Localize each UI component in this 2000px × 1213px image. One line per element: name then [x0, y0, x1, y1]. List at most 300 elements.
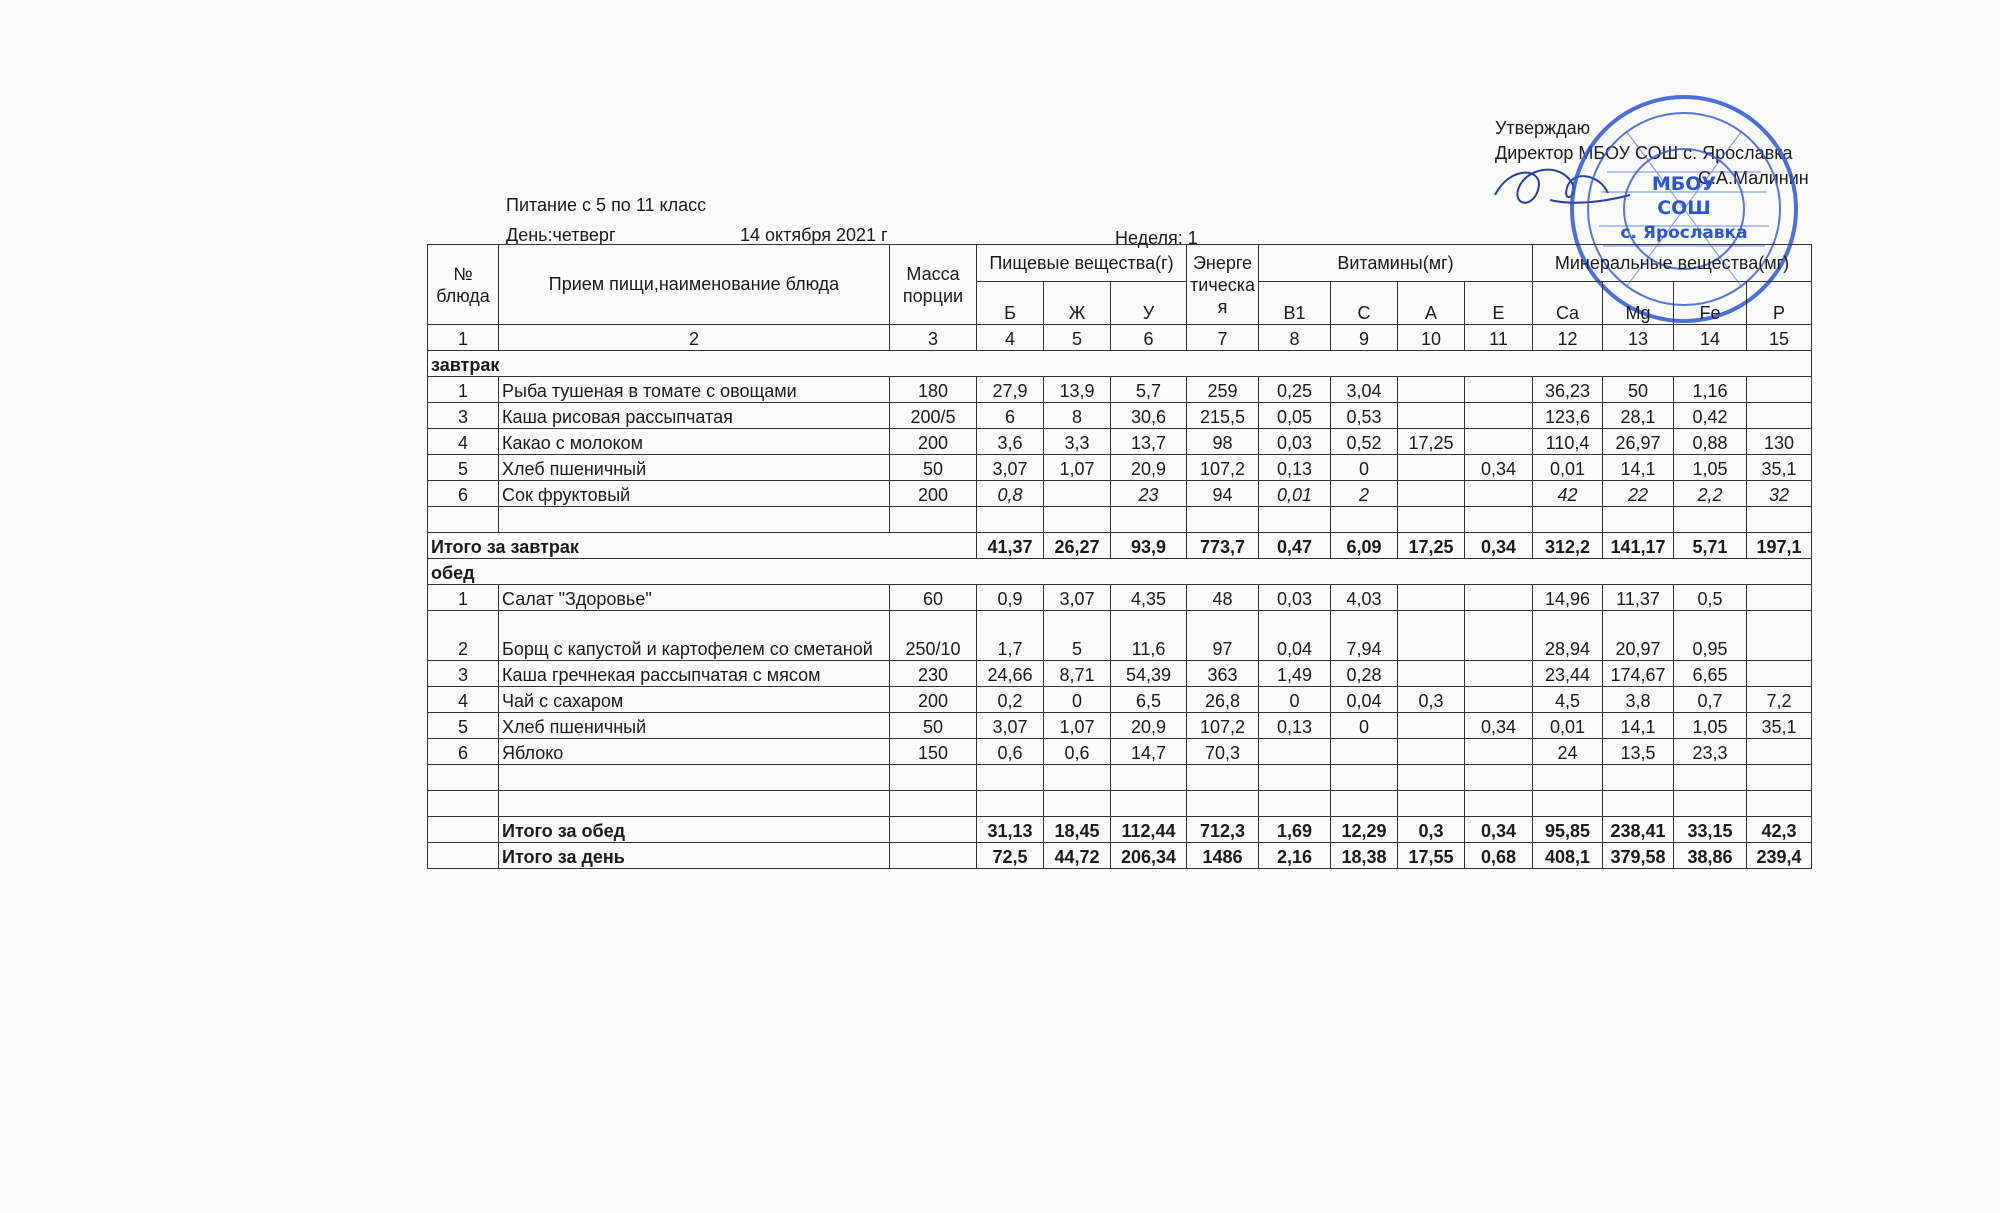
column-number: 6	[1111, 325, 1187, 351]
table-row	[428, 481, 1812, 507]
total-value-cell: 0,34	[1465, 533, 1533, 559]
column-number-row	[428, 325, 1812, 351]
blank-cell	[499, 765, 890, 791]
col-header-u: У	[1111, 282, 1187, 325]
nutr-u-cell: 13,7	[1111, 429, 1187, 455]
blank-cell	[1603, 791, 1674, 817]
column-number: 14	[1674, 325, 1747, 351]
vit-c-cell: 0,52	[1331, 429, 1398, 455]
dish-mass-cell: 200	[890, 429, 977, 455]
vit-a-cell	[1398, 739, 1465, 765]
column-number: 2	[499, 325, 890, 351]
breakfast-total-label: Итого за завтрак	[428, 533, 977, 559]
dish-name-cell: Борщ с капустой и картофелем со сметаной	[499, 611, 890, 661]
blank-row	[428, 765, 1812, 791]
blank-cell	[1533, 791, 1603, 817]
vit-a-cell	[1398, 481, 1465, 507]
blank-cell	[1747, 507, 1812, 533]
vit-c-cell: 0	[1331, 455, 1398, 481]
vit-a-cell	[1398, 455, 1465, 481]
min-fe-cell: 0,42	[1674, 403, 1747, 429]
menu-table	[427, 244, 1812, 869]
approval-title: Утверждаю	[1495, 118, 1591, 138]
col-header-mass: Масса порции	[890, 245, 977, 325]
table-row	[428, 403, 1812, 429]
dish-num-cell: 4	[428, 687, 499, 713]
column-number: 11	[1465, 325, 1533, 351]
vit-a-cell	[1398, 377, 1465, 403]
col-header-e: E	[1465, 282, 1533, 325]
blank-cell	[1187, 791, 1259, 817]
stamp-text-3: с. Ярославка	[1620, 223, 1748, 243]
nutr-zh-cell: 5	[1044, 611, 1111, 661]
column-number: 13	[1603, 325, 1674, 351]
vit-b1-cell	[1259, 739, 1331, 765]
column-number: 9	[1331, 325, 1398, 351]
min-p-cell: 130	[1747, 429, 1812, 455]
nutr-u-cell: 20,9	[1111, 455, 1187, 481]
vit-b1-cell: 0,13	[1259, 713, 1331, 739]
vit-c-cell: 0,53	[1331, 403, 1398, 429]
nutr-zh-cell: 0	[1044, 687, 1111, 713]
min-ca-cell: 36,23	[1533, 377, 1603, 403]
min-ca-cell: 28,94	[1533, 611, 1603, 661]
min-ca-cell: 4,5	[1533, 687, 1603, 713]
total-value-cell: 1,69	[1259, 817, 1331, 843]
total-value-cell: 26,27	[1044, 533, 1111, 559]
min-mg-cell: 50	[1603, 377, 1674, 403]
blank-cell	[1465, 791, 1533, 817]
col-header-mg: Mg	[1603, 282, 1674, 325]
min-p-cell	[1747, 585, 1812, 611]
blank-cell	[1674, 765, 1747, 791]
blank-cell	[428, 765, 499, 791]
vit-c-cell	[1331, 739, 1398, 765]
day-total-row	[428, 843, 1812, 869]
total-value-cell: 197,1	[1747, 533, 1812, 559]
dish-name-cell: Яблоко	[499, 739, 890, 765]
min-ca-cell: 24	[1533, 739, 1603, 765]
blank-cell	[499, 507, 890, 533]
day-total-value-cell: 44,72	[1044, 843, 1111, 869]
blank-cell	[1111, 765, 1187, 791]
column-number: 12	[1533, 325, 1603, 351]
blank-cell	[890, 791, 977, 817]
col-header-b: Б	[977, 282, 1044, 325]
nutr-u-cell: 20,9	[1111, 713, 1187, 739]
min-fe-cell: 6,65	[1674, 661, 1747, 687]
column-number: 4	[977, 325, 1044, 351]
min-fe-cell: 1,05	[1674, 455, 1747, 481]
energy-cell: 107,2	[1187, 455, 1259, 481]
dish-name-cell: Салат "Здоровье"	[499, 585, 890, 611]
total-value-cell: 33,15	[1674, 817, 1747, 843]
vit-b1-cell: 0	[1259, 687, 1331, 713]
day-total-value-cell: 0,68	[1465, 843, 1533, 869]
dish-mass-cell: 50	[890, 455, 977, 481]
lunch-total-row	[428, 817, 1812, 843]
blank-row	[428, 791, 1812, 817]
vit-a-cell	[1398, 403, 1465, 429]
blank-cell	[499, 791, 890, 817]
dish-name-cell: Чай с сахаром	[499, 687, 890, 713]
day-total-value-cell: 17,55	[1398, 843, 1465, 869]
energy-cell: 94	[1187, 481, 1259, 507]
nutr-zh-cell: 8	[1044, 403, 1111, 429]
min-ca-cell: 42	[1533, 481, 1603, 507]
column-number: 7	[1187, 325, 1259, 351]
vit-a-cell	[1398, 661, 1465, 687]
min-mg-cell: 22	[1603, 481, 1674, 507]
total-value-cell: 42,3	[1747, 817, 1812, 843]
stamp-text-1: МБОУ	[1651, 173, 1717, 195]
nutr-b-cell: 24,66	[977, 661, 1044, 687]
energy-cell: 97	[1187, 611, 1259, 661]
column-number: 3	[890, 325, 977, 351]
vit-c-cell: 7,94	[1331, 611, 1398, 661]
col-header-nutrients: Пищевые вещества(г)	[977, 245, 1187, 282]
min-p-cell	[1747, 739, 1812, 765]
min-fe-cell: 0,5	[1674, 585, 1747, 611]
table-row	[428, 661, 1812, 687]
blank-cell	[428, 791, 499, 817]
total-value-cell: 18,45	[1044, 817, 1111, 843]
blank-cell	[1259, 791, 1331, 817]
dish-num-cell: 4	[428, 429, 499, 455]
dish-num-cell: 1	[428, 585, 499, 611]
dish-mass-cell: 180	[890, 377, 977, 403]
nutr-b-cell: 6	[977, 403, 1044, 429]
day-total-value-cell: 38,86	[1674, 843, 1747, 869]
total-value-cell: 12,29	[1331, 817, 1398, 843]
min-p-cell: 32	[1747, 481, 1812, 507]
nutr-u-cell: 54,39	[1111, 661, 1187, 687]
day-total-value-cell: 1486	[1187, 843, 1259, 869]
blank-cell	[1111, 507, 1187, 533]
nutr-u-cell: 5,7	[1111, 377, 1187, 403]
min-mg-cell: 174,67	[1603, 661, 1674, 687]
breakfast-section-label: завтрак	[428, 351, 1812, 377]
vit-e-cell	[1465, 687, 1533, 713]
approval-director-name: С.А.Малинин	[1698, 168, 1809, 188]
day-total-value-cell: 72,5	[977, 843, 1044, 869]
vit-b1-cell: 0,04	[1259, 611, 1331, 661]
blank-cell	[1747, 765, 1812, 791]
min-p-cell: 35,1	[1747, 713, 1812, 739]
day-total-value-cell: 2,16	[1259, 843, 1331, 869]
total-value-cell: 112,44	[1111, 817, 1187, 843]
vit-e-cell	[1465, 611, 1533, 661]
nutr-zh-cell	[1044, 481, 1111, 507]
nutr-b-cell: 3,07	[977, 455, 1044, 481]
blank-cell	[1603, 507, 1674, 533]
dish-name-cell: Сок фруктовый	[499, 481, 890, 507]
vit-b1-cell: 0,01	[1259, 481, 1331, 507]
dish-mass-cell: 250/10	[890, 611, 977, 661]
blank-cell	[1044, 765, 1111, 791]
blank-cell	[890, 843, 977, 869]
blank-cell	[1259, 765, 1331, 791]
vit-c-cell: 3,04	[1331, 377, 1398, 403]
day-total-value-cell: 408,1	[1533, 843, 1603, 869]
col-header-zh: Ж	[1044, 282, 1111, 325]
vit-b1-cell: 0,25	[1259, 377, 1331, 403]
table-row	[428, 713, 1812, 739]
table-row	[428, 739, 1812, 765]
vit-b1-cell: 0,03	[1259, 585, 1331, 611]
blank-cell	[977, 507, 1044, 533]
nutr-zh-cell: 0,6	[1044, 739, 1111, 765]
total-value-cell: 41,37	[977, 533, 1044, 559]
total-value-cell: 0,47	[1259, 533, 1331, 559]
blank-cell	[1259, 507, 1331, 533]
nutr-b-cell: 3,6	[977, 429, 1044, 455]
dish-name-cell: Каша рисовая рассыпчатая	[499, 403, 890, 429]
dish-num-cell: 1	[428, 377, 499, 403]
dish-name-cell: Каша гречнекая рассыпчатая с мясом	[499, 661, 890, 687]
dish-mass-cell: 50	[890, 713, 977, 739]
dish-num-cell: 6	[428, 739, 499, 765]
min-fe-cell: 0,88	[1674, 429, 1747, 455]
blank-cell	[1674, 791, 1747, 817]
col-header-a: A	[1398, 282, 1465, 325]
col-header-dish: Прием пищи,наименование блюда	[499, 245, 890, 325]
dish-name-cell: Рыба тушеная в томате с овощами	[499, 377, 890, 403]
energy-cell: 98	[1187, 429, 1259, 455]
table-row	[428, 687, 1812, 713]
vit-b1-cell: 1,49	[1259, 661, 1331, 687]
header-subtitle: Питание с 5 по 11 класс	[506, 195, 707, 215]
nutr-b-cell: 27,9	[977, 377, 1044, 403]
energy-cell: 107,2	[1187, 713, 1259, 739]
min-fe-cell: 1,16	[1674, 377, 1747, 403]
table-row	[428, 585, 1812, 611]
vit-e-cell	[1465, 661, 1533, 687]
min-fe-cell: 0,7	[1674, 687, 1747, 713]
header-row-1	[428, 245, 1812, 282]
nutr-b-cell: 1,7	[977, 611, 1044, 661]
nutr-b-cell: 0,6	[977, 739, 1044, 765]
blank-cell	[428, 817, 499, 843]
vit-a-cell: 17,25	[1398, 429, 1465, 455]
stamp-text-2: СОШ	[1657, 197, 1711, 219]
min-mg-cell: 13,5	[1603, 739, 1674, 765]
blank-cell	[1533, 765, 1603, 791]
dish-num-cell: 5	[428, 713, 499, 739]
total-value-cell: 6,09	[1331, 533, 1398, 559]
dish-name-cell: Хлеб пшеничный	[499, 713, 890, 739]
blank-cell	[890, 507, 977, 533]
blank-cell	[1187, 765, 1259, 791]
dish-num-cell: 2	[428, 611, 499, 661]
vit-a-cell	[1398, 713, 1465, 739]
total-value-cell: 238,41	[1603, 817, 1674, 843]
nutr-b-cell: 3,07	[977, 713, 1044, 739]
col-header-minerals: Минеральные вещества(мг)	[1533, 245, 1812, 282]
min-mg-cell: 28,1	[1603, 403, 1674, 429]
column-number: 15	[1747, 325, 1812, 351]
blank-cell	[1674, 507, 1747, 533]
column-number: 8	[1259, 325, 1331, 351]
day-total-value-cell: 239,4	[1747, 843, 1812, 869]
nutr-zh-cell: 1,07	[1044, 455, 1111, 481]
dish-num-cell: 5	[428, 455, 499, 481]
dish-num-cell: 3	[428, 661, 499, 687]
lunch-total-label: Итого за обед	[499, 817, 890, 843]
energy-cell: 48	[1187, 585, 1259, 611]
vit-c-cell: 4,03	[1331, 585, 1398, 611]
nutr-u-cell: 6,5	[1111, 687, 1187, 713]
min-mg-cell: 14,1	[1603, 713, 1674, 739]
col-header-b1: B1	[1259, 282, 1331, 325]
min-fe-cell: 2,2	[1674, 481, 1747, 507]
min-p-cell	[1747, 403, 1812, 429]
vit-a-cell	[1398, 611, 1465, 661]
blank-cell	[890, 817, 977, 843]
vit-a-cell	[1398, 585, 1465, 611]
header-date: 14 октября 2021 г	[740, 225, 888, 245]
energy-cell: 215,5	[1187, 403, 1259, 429]
min-ca-cell: 23,44	[1533, 661, 1603, 687]
table-row	[428, 377, 1812, 403]
min-p-cell	[1747, 377, 1812, 403]
blank-cell	[1533, 507, 1603, 533]
min-ca-cell: 110,4	[1533, 429, 1603, 455]
blank-cell	[1398, 765, 1465, 791]
blank-cell	[428, 843, 499, 869]
dish-mass-cell: 200	[890, 687, 977, 713]
blank-row	[428, 507, 1812, 533]
breakfast-section-row	[428, 351, 1812, 377]
min-mg-cell: 11,37	[1603, 585, 1674, 611]
blank-cell	[1398, 791, 1465, 817]
vit-e-cell	[1465, 739, 1533, 765]
total-value-cell: 773,7	[1187, 533, 1259, 559]
blank-cell	[1603, 765, 1674, 791]
header-day: День:четверг	[506, 225, 616, 245]
min-mg-cell: 20,97	[1603, 611, 1674, 661]
total-value-cell: 312,2	[1533, 533, 1603, 559]
blank-cell	[1465, 507, 1533, 533]
total-value-cell: 31,13	[977, 817, 1044, 843]
dish-num-cell: 3	[428, 403, 499, 429]
col-header-energy: Энергетическая	[1187, 245, 1259, 325]
vit-b1-cell: 0,03	[1259, 429, 1331, 455]
total-value-cell: 0,3	[1398, 817, 1465, 843]
min-ca-cell: 0,01	[1533, 713, 1603, 739]
vit-a-cell: 0,3	[1398, 687, 1465, 713]
min-fe-cell: 1,05	[1674, 713, 1747, 739]
min-p-cell	[1747, 661, 1812, 687]
min-ca-cell: 123,6	[1533, 403, 1603, 429]
table-row	[428, 611, 1812, 661]
col-header-num: № блюда	[428, 245, 499, 325]
dish-mass-cell: 150	[890, 739, 977, 765]
col-header-p: P	[1747, 282, 1812, 325]
day-total-label: Итого за день	[499, 843, 890, 869]
total-value-cell: 17,25	[1398, 533, 1465, 559]
vit-b1-cell: 0,05	[1259, 403, 1331, 429]
dish-mass-cell: 230	[890, 661, 977, 687]
blank-cell	[890, 765, 977, 791]
day-total-value-cell: 206,34	[1111, 843, 1187, 869]
blank-cell	[1331, 765, 1398, 791]
nutr-b-cell: 0,9	[977, 585, 1044, 611]
min-p-cell	[1747, 611, 1812, 661]
min-mg-cell: 3,8	[1603, 687, 1674, 713]
total-value-cell: 93,9	[1111, 533, 1187, 559]
total-value-cell: 95,85	[1533, 817, 1603, 843]
min-fe-cell: 23,3	[1674, 739, 1747, 765]
min-p-cell: 35,1	[1747, 455, 1812, 481]
vit-e-cell	[1465, 481, 1533, 507]
vit-e-cell	[1465, 377, 1533, 403]
vit-b1-cell: 0,13	[1259, 455, 1331, 481]
vit-c-cell: 2	[1331, 481, 1398, 507]
nutr-zh-cell: 8,71	[1044, 661, 1111, 687]
blank-cell	[1187, 507, 1259, 533]
blank-cell	[1398, 507, 1465, 533]
min-ca-cell: 0,01	[1533, 455, 1603, 481]
vit-c-cell: 0	[1331, 713, 1398, 739]
vit-c-cell: 0,28	[1331, 661, 1398, 687]
blank-cell	[1747, 791, 1812, 817]
dish-mass-cell: 200/5	[890, 403, 977, 429]
nutr-zh-cell: 13,9	[1044, 377, 1111, 403]
nutr-u-cell: 4,35	[1111, 585, 1187, 611]
breakfast-total-row	[428, 533, 1812, 559]
nutr-zh-cell: 3,07	[1044, 585, 1111, 611]
min-fe-cell: 0,95	[1674, 611, 1747, 661]
blank-cell	[977, 765, 1044, 791]
min-mg-cell: 26,97	[1603, 429, 1674, 455]
col-header-fe: Fe	[1674, 282, 1747, 325]
total-value-cell: 712,3	[1187, 817, 1259, 843]
lunch-section-row	[428, 559, 1812, 585]
header-week: Неделя: 1	[1115, 228, 1198, 248]
nutr-b-cell: 0,2	[977, 687, 1044, 713]
energy-cell: 259	[1187, 377, 1259, 403]
blank-cell	[977, 791, 1044, 817]
approval-position: Директор МБОУ СОШ с. Ярославка	[1495, 143, 1793, 163]
day-total-value-cell: 18,38	[1331, 843, 1398, 869]
energy-cell: 26,8	[1187, 687, 1259, 713]
vit-e-cell	[1465, 429, 1533, 455]
table-row	[428, 455, 1812, 481]
min-p-cell: 7,2	[1747, 687, 1812, 713]
blank-cell	[1044, 507, 1111, 533]
column-number: 1	[428, 325, 499, 351]
vit-e-cell	[1465, 585, 1533, 611]
total-value-cell: 141,17	[1603, 533, 1674, 559]
vit-c-cell: 0,04	[1331, 687, 1398, 713]
blank-cell	[1111, 791, 1187, 817]
vit-e-cell	[1465, 403, 1533, 429]
nutr-b-cell: 0,8	[977, 481, 1044, 507]
nutr-zh-cell: 1,07	[1044, 713, 1111, 739]
nutr-zh-cell: 3,3	[1044, 429, 1111, 455]
nutr-u-cell: 23	[1111, 481, 1187, 507]
dish-name-cell: Хлеб пшеничный	[499, 455, 890, 481]
blank-cell	[1331, 791, 1398, 817]
nutr-u-cell: 30,6	[1111, 403, 1187, 429]
energy-cell: 363	[1187, 661, 1259, 687]
blank-cell	[428, 507, 499, 533]
nutr-u-cell: 14,7	[1111, 739, 1187, 765]
vit-e-cell: 0,34	[1465, 713, 1533, 739]
dish-mass-cell: 200	[890, 481, 977, 507]
energy-cell: 70,3	[1187, 739, 1259, 765]
